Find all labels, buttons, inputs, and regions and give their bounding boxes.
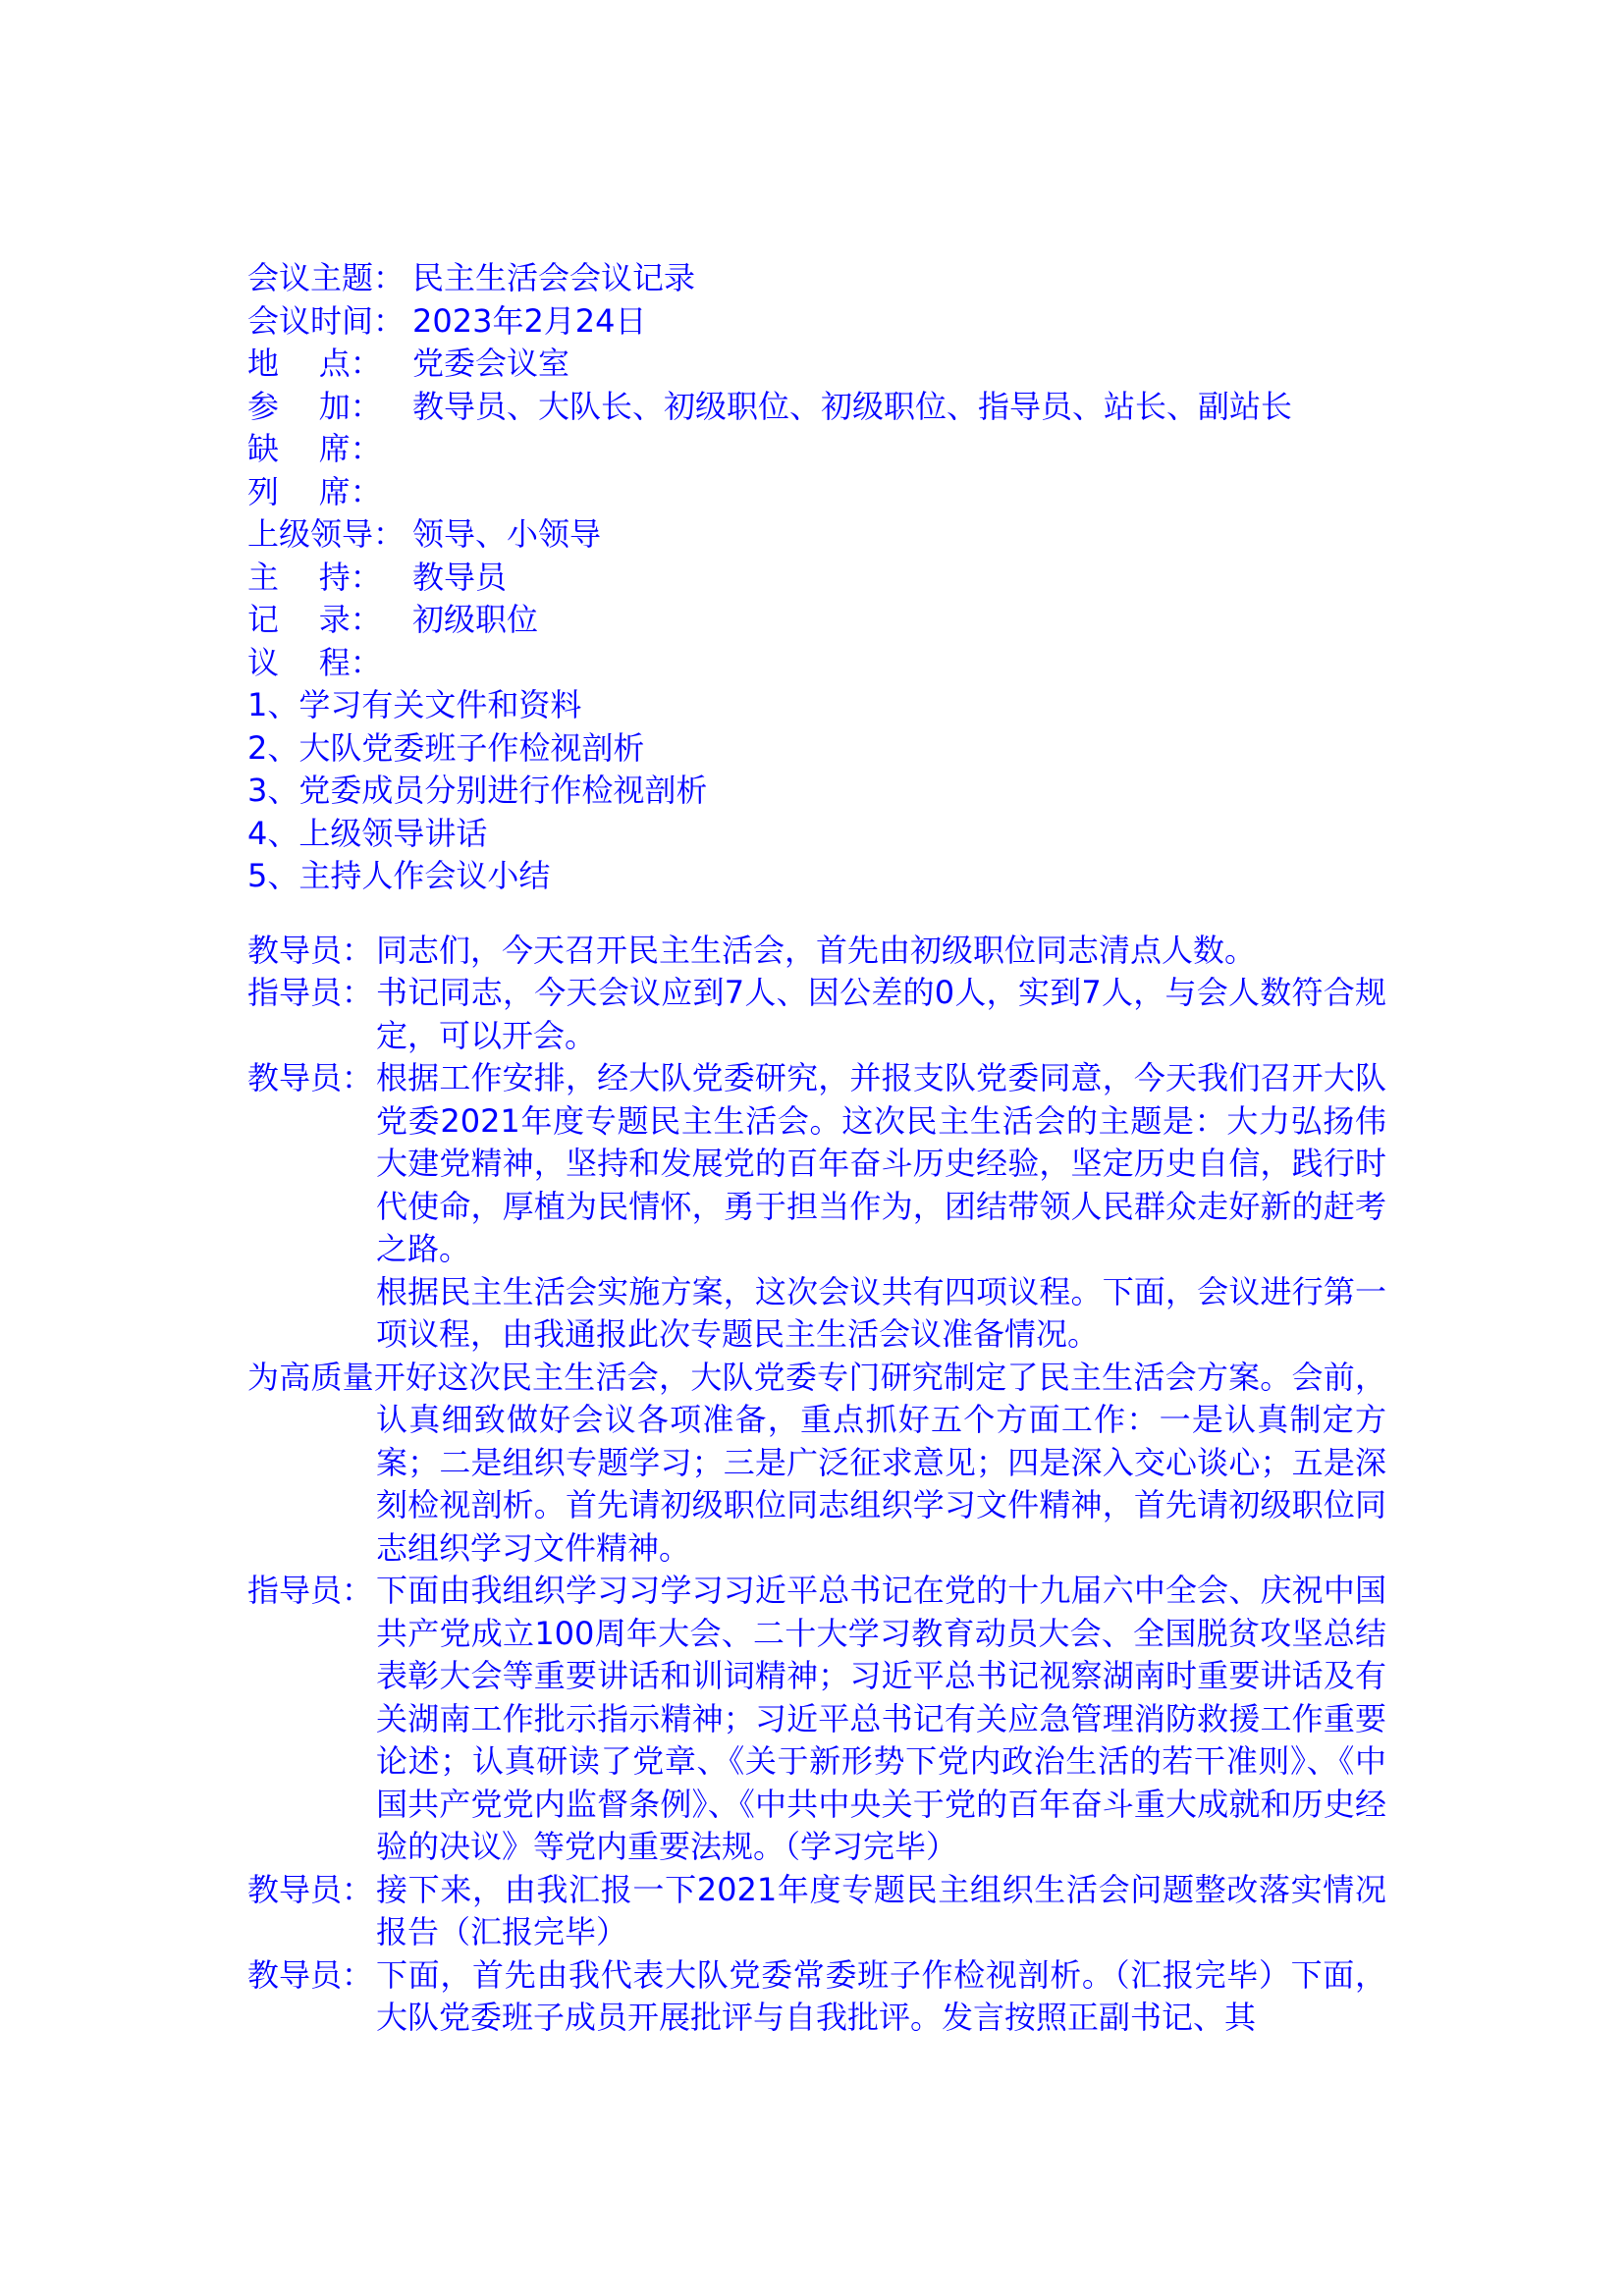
meta-label: 议 程：: [247, 643, 382, 681]
meta-value: 2023年2月24日: [412, 301, 647, 340]
agenda-item: 3、党委成员分别进行作检视剖析: [247, 772, 708, 809]
meta-agenda: [247, 642, 1386, 685]
meta-location: [247, 343, 1386, 386]
meeting-minutes: [247, 257, 1386, 2040]
meta-observers: [247, 471, 1386, 514]
meta-label: 记 录：: [247, 601, 382, 638]
speech-text: 下面，首先由我代表大队党委常委班子作检视剖析。（汇报完毕）下面，大队党委班子成员开展批评与自我批评。发言按照正副书记、其: [376, 1955, 1386, 2036]
minutes-paragraph: [247, 1057, 1386, 1271]
meta-absent: [247, 428, 1386, 471]
meta-time: [247, 300, 1386, 344]
meta-label: 会议主题：: [247, 259, 406, 296]
agenda-item: 4、上级领导讲话: [247, 814, 488, 852]
speaker-label: 教导员：: [247, 1870, 374, 1908]
minutes-paragraph: [247, 1954, 1386, 2040]
meta-value: 教导员、大队长、初级职位、初级职位、指导员、站长、副站长: [412, 387, 1293, 425]
meta-value: 初级职位: [412, 601, 539, 638]
meta-leaders: [247, 513, 1386, 557]
speech-text: 下面由我组织学习习学习习近平总书记在党的十九届六中全会、庆祝中国共产党成立100周年大会、二十大学习教育动员大会、全国脱贫攻坚总结表彰大会等重要讲话和训词精神；习近平总书记视察湖南时重要讲话及有关湖南工作批示指示精神；习近平总书记有关应急管理消防救援工作重要论述；认真研读了党章、《关于新形势下党内政治生活的若干准则》、《中国共产党党内监督条例》、《中共中央关于党的百年奋斗重大成就和历史经验的决议》等党内重要法规。（学习完毕）: [376, 1572, 1386, 1865]
speaker-label: 教导员：: [247, 931, 374, 969]
minutes-paragraph: [247, 1869, 1386, 1954]
agenda-item: 2、大队党委班子作检视剖析: [247, 728, 645, 767]
meta-label: 列 席：: [247, 472, 382, 510]
meta-value: 领导、小领导: [412, 515, 602, 553]
meta-attendees: [247, 386, 1386, 429]
minutes-paragraph: [247, 930, 1386, 973]
meta-label: 上级领导：: [247, 515, 406, 553]
speech-continuation: 根据民主生活会实施方案，这次会议共有四项议程。下面，会议进行第一项议程，由我通报此次专题民主生活会议准备情况。: [376, 1272, 1386, 1353]
meta-recorder: [247, 599, 1386, 642]
agenda-item: 5、主持人作会议小结: [247, 857, 551, 894]
speech-text: 书记同志，今天会议应到7人、因公差的0人，实到7人，与会人数符合规定，可以开会。: [376, 974, 1386, 1054]
minutes-paragraph: 为高质量开好这次民主生活会，大队党委专门研究制定了民主生活会方案。会前，认真细致做好会议各项准备，重点抓好五个方面工作：一是认真制定方案；二是组织专题学习；三是广泛征求意见；四是深入交心谈心；五是深刻检视剖析。首先请初级职位同志组织学习文件精神，首先请初级职位同志组织学习文件精神。: [247, 1358, 1386, 1567]
meta-label: 地 点：: [247, 345, 382, 382]
speaker-label: 指导员：: [247, 1572, 374, 1609]
meta-host: [247, 557, 1386, 600]
meta-value: 民主生活会会议记录: [412, 259, 696, 296]
speech-text: 根据工作安排，经大队党委研究，并报支队党委同意，今天我们召开大队党委2021年度专题民主生活会。这次民主生活会的主题是：大力弘扬伟大建党精神，坚持和发展党的百年奋斗历史经验，坚定历史自信，践行时代使命，厚植为民情怀，勇于担当作为，团结带领人民群众走好新的赶考之路。: [376, 1059, 1386, 1267]
speech-text: 同志们，今天召开民主生活会，首先由初级职位同志清点人数。: [376, 931, 1257, 969]
speaker-label: 教导员：: [247, 1955, 374, 1994]
speech-text: 接下来，由我汇报一下2021年度专题民主组织生活会问题整改落实情况报告（汇报完毕）: [376, 1870, 1386, 1950]
speaker-label: 教导员：: [247, 1059, 374, 1096]
meta-label: 主 持：: [247, 558, 382, 596]
section-gap: [247, 898, 1386, 930]
meta-value: 教导员: [412, 558, 508, 596]
meta-label: 会议时间：: [247, 301, 406, 340]
meta-label: 参 加：: [247, 387, 382, 425]
speaker-label: 指导员：: [247, 974, 374, 1011]
minutes-paragraph: [247, 972, 1386, 1057]
meta-value: 党委会议室: [412, 345, 570, 382]
meta-label: 缺 席：: [247, 430, 382, 467]
agenda-item: 1、学习有关文件和资料: [247, 686, 582, 723]
minutes-paragraph: [247, 1570, 1386, 1869]
meta-topic: [247, 257, 1386, 300]
